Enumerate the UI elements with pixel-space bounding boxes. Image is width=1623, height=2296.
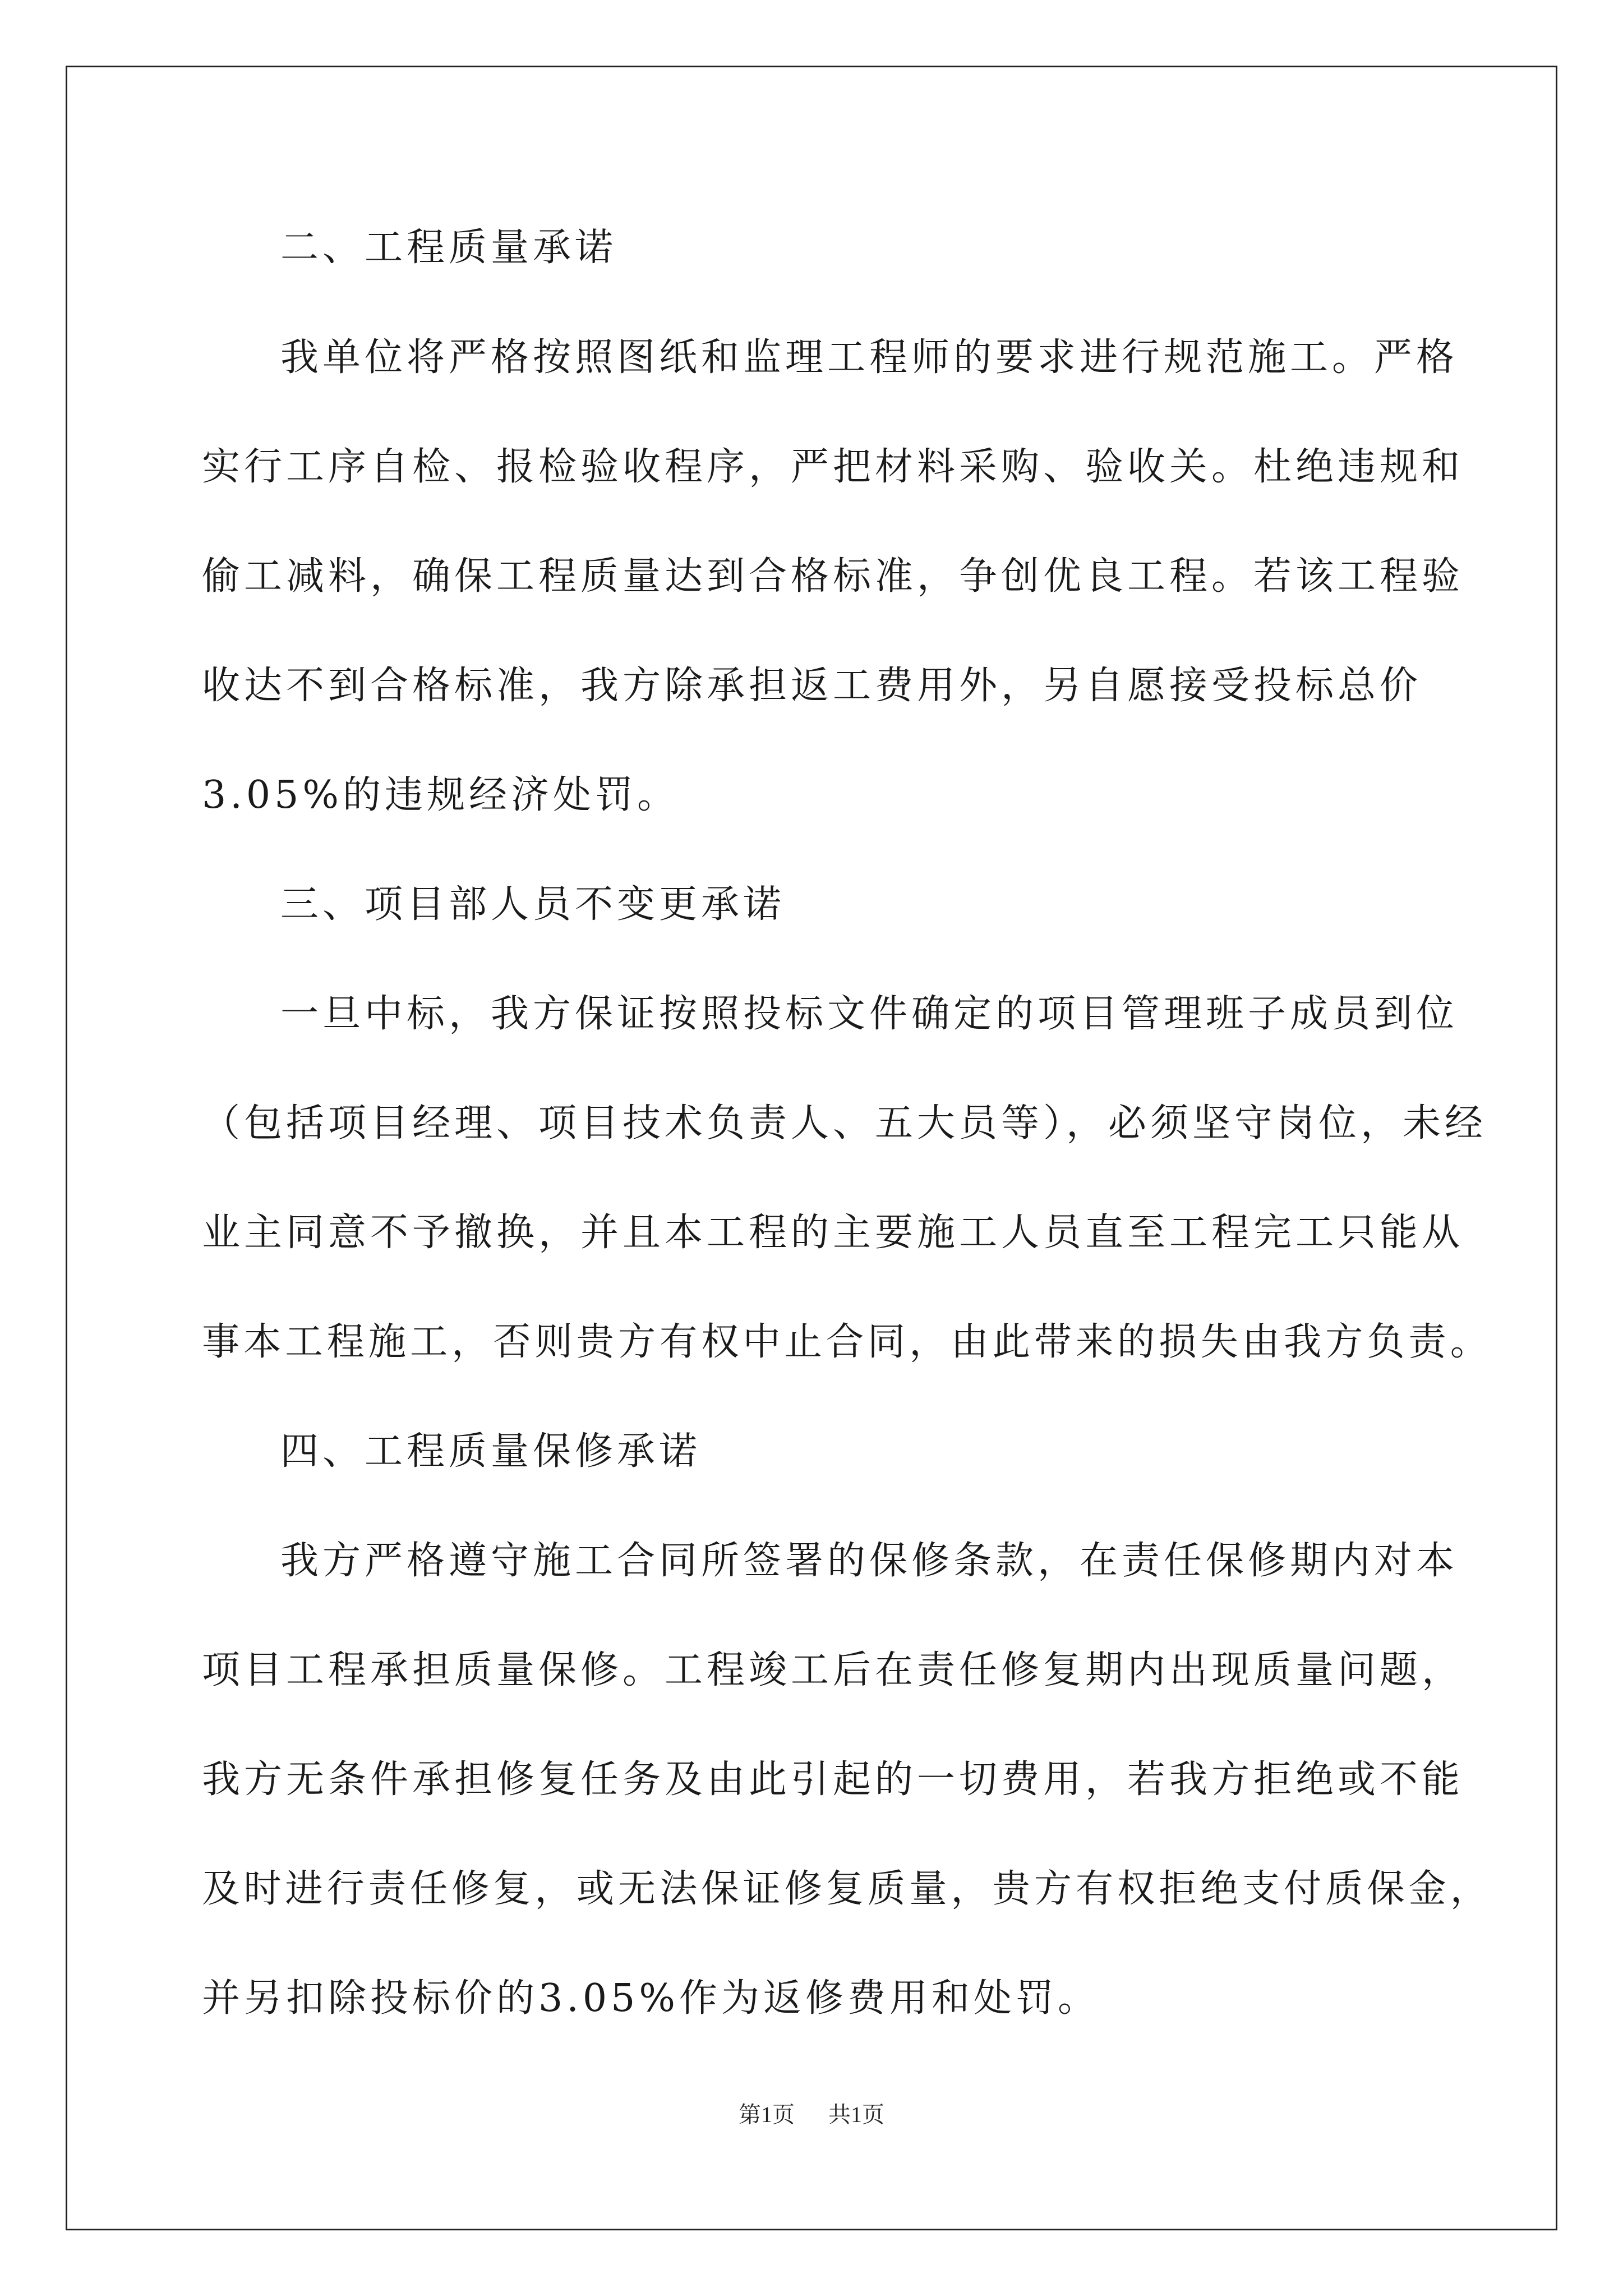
paragraph-line: 我方严格遵守施工合同所签署的保修条款，在责任保修期内对本 <box>280 1539 1459 1583</box>
paragraph-line: （包括项目经理、项目技术负责人、五大员等），必须坚守岗位，未经 <box>202 1101 1487 1145</box>
paragraph-line: 我方无条件承担修复任务及由此引起的一切费用，若我方拒绝或不能 <box>202 1757 1464 1802</box>
paragraph-line: 并另扣除投标价的3.05%作为返修费用和处罚。 <box>202 1976 1100 2021</box>
paragraph-line: 业主同意不予撤换，并且本工程的主要施工人员直至工程完工只能从 <box>202 1211 1464 1255</box>
paragraph-line: 偷工减料，确保工程质量达到合格标准，争创优良工程。若该工程验 <box>202 554 1464 599</box>
section-heading: 三、项目部人员不变更承诺 <box>280 882 786 927</box>
section-heading: 二、工程质量承诺 <box>280 226 617 270</box>
paragraph-line: 项目工程承担质量保修。工程竣工后在责任修复期内出现质量问题， <box>202 1648 1464 1692</box>
page-number: 第1页 <box>739 2102 795 2127</box>
page-footer <box>0 2101 1623 2129</box>
page-count: 共1页 <box>828 2102 884 2127</box>
paragraph-line: 我单位将严格按照图纸和监理工程师的要求进行规范施工。严格 <box>280 335 1459 380</box>
paragraph-line: 及时进行责任修复，或无法保证修复质量，贵方有权拒绝支付质保金， <box>202 1867 1492 1911</box>
paragraph-line: 3.05%的违规经济处罚。 <box>202 773 680 817</box>
paragraph-line: 事本工程施工，否则贵方有权中止合同，由此带来的损失由我方负责。 <box>202 1320 1492 1364</box>
section-heading: 四、工程质量保修承诺 <box>280 1429 702 1474</box>
paragraph-line: 实行工序自检、报检验收程序，严把材料采购、验收关。杜绝违规和 <box>202 445 1464 489</box>
paragraph-line: 一旦中标，我方保证按照投标文件确定的项目管理班子成员到位 <box>280 992 1459 1036</box>
paragraph-line: 收达不到合格标准，我方除承担返工费用外，另自愿接受投标总价 <box>202 664 1422 708</box>
